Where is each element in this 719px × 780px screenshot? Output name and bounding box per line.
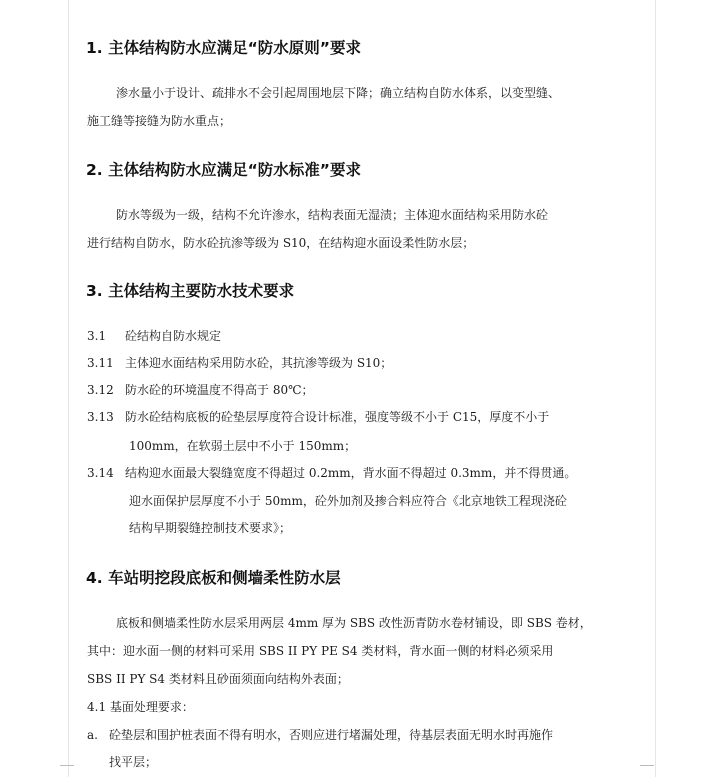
list-item-number: 3.14 (87, 466, 114, 480)
list-item-3-12 (87, 381, 314, 398)
margin-guide-right (655, 0, 656, 777)
list-item-3-14-continuation-2: 结构早期裂缝控制技术要求》； (129, 521, 292, 535)
section-4-heading: 4. 车站明挖段底板和侧墙柔性防水层 (86, 569, 341, 587)
list-item-text: 防水砼结构底板的砼垫层厚度符合设计标准，强度等级不小于 C15，厚度不小于 (125, 410, 550, 424)
section-4-paragraph-line-3: SBS II PY S4 类材料且砂面须面向结构外表面； (87, 672, 349, 686)
section-1-heading: 1. 主体结构防水应满足“防水原则”要求 (86, 39, 361, 57)
page-corner-mark-right (640, 765, 654, 780)
list-item-number: 3.12 (87, 383, 114, 397)
list-item-3-13-continuation: 100mm，在软弱土层中不小于 150mm； (129, 439, 357, 453)
section-4-paragraph-line-1: 底板和侧墙柔性防水层采用两层 4mm 厚为 SBS 改性沥青防水卷材铺设，即 SBS 卷材， (116, 616, 592, 630)
page-corner-mark-left (60, 765, 74, 780)
section-2-heading: 2. 主体结构防水应满足“防水标准”要求 (86, 161, 361, 179)
subsection-4-1-heading: 4.1 基面处理要求： (87, 700, 194, 714)
list-item-3-1 (87, 327, 221, 344)
list-item-number: 3.13 (87, 410, 114, 424)
list-item-text: 砼结构自防水规定 (125, 329, 222, 343)
margin-guide-left (68, 0, 69, 777)
list-item-text: 结构迎水面最大裂缝宽度不得超过 0.2mm，背水面不得超过 0.3mm，并不得贯通。 (125, 466, 577, 480)
list-item-text: 防水砼的环境温度不得高于 80℃； (125, 383, 314, 397)
section-3-heading: 3. 主体结构主要防水技术要求 (86, 282, 295, 300)
list-item-number: 3.11 (87, 356, 114, 370)
list-item-number: a. (87, 728, 98, 742)
list-item-3-11 (87, 354, 392, 371)
section-1-paragraph-line-2: 施工缝等接缝为防水重点； (87, 114, 232, 128)
list-item-a (87, 726, 553, 743)
list-item-a-continuation: 找平层； (109, 755, 158, 769)
list-item-3-14 (87, 464, 576, 481)
section-1-paragraph-line-1: 渗水量小于设计、疏排水不会引起周围地层下降；确立结构自防水体系，以变型缝、 (116, 86, 561, 100)
list-item-text: 砼垫层和围护桩表面不得有明水，否则应进行堵漏处理，待基层表面无明水时再施作 (109, 728, 554, 742)
section-2-paragraph-line-2: 进行结构自防水，防水砼抗渗等级为 S10，在结构迎水面设柔性防水层； (87, 236, 475, 250)
list-item-3-13 (87, 408, 549, 425)
list-item-3-14-continuation-1: 迎水面保护层厚度不小于 50mm，砼外加剂及掺合料应符合《北京地铁工程现浇砼 (129, 494, 567, 508)
list-item-text: 主体迎水面结构采用防水砼，其抗渗等级为 S10； (125, 356, 393, 370)
section-2-paragraph-line-1: 防水等级为一级，结构不允许渗水，结构表面无湿渍；主体迎水面结构采用防水砼 (116, 208, 549, 222)
list-item-number: 3.1 (87, 329, 107, 343)
section-4-paragraph-line-2: 其中：迎水面一侧的材料可采用 SBS II PY PE S4 类材料，背水面一侧的材料必须采用 (87, 644, 554, 658)
